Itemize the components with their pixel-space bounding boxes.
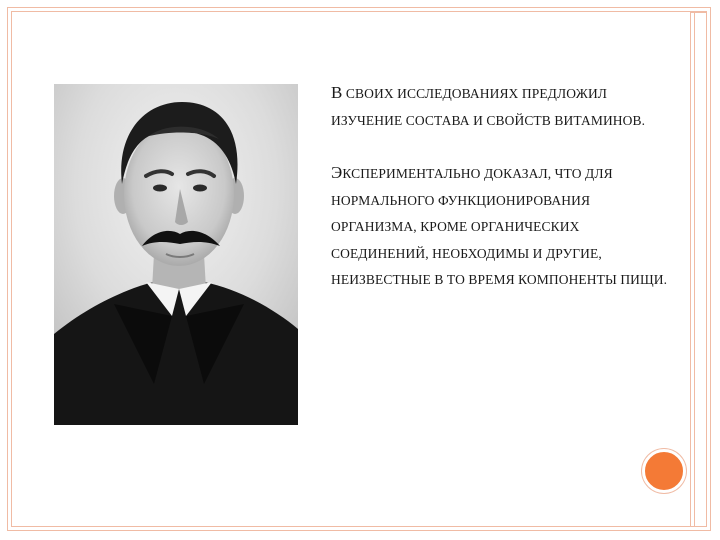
decorative-vertical-rule bbox=[690, 12, 691, 526]
portrait-photo bbox=[54, 84, 298, 425]
decorative-horizontal-rule bbox=[691, 12, 707, 13]
slide-text bbox=[331, 80, 676, 294]
decorative-vertical-rule-2 bbox=[694, 12, 695, 526]
decorative-accent-circle bbox=[642, 449, 686, 493]
paragraph-vitamins-study: В СВОИХ ИССЛЕДОВАНИЯХ ПРЕДЛОЖИЛ ИЗУЧЕНИЕ СОСТАВА И СВОЙСТВ ВИТАМИНОВ. bbox=[331, 83, 646, 128]
paragraph-food-components: ЭКСПЕРИМЕНТАЛЬНО ДОКАЗАЛ, ЧТО ДЛЯ НОРМАЛЬНОГО ФУНКЦИОНИРОВАНИЯ ОРГАНИЗМА, КРОМЕ ОРГАНИЧЕСКИХ СОЕДИНЕНИЙ, НЕОБХОДИМЫ И ДРУГИЕ, НЕИЗВЕСТНЫЕ В ТО ВРЕМЯ КОМПОНЕНТЫ ПИЩИ. bbox=[331, 163, 668, 287]
